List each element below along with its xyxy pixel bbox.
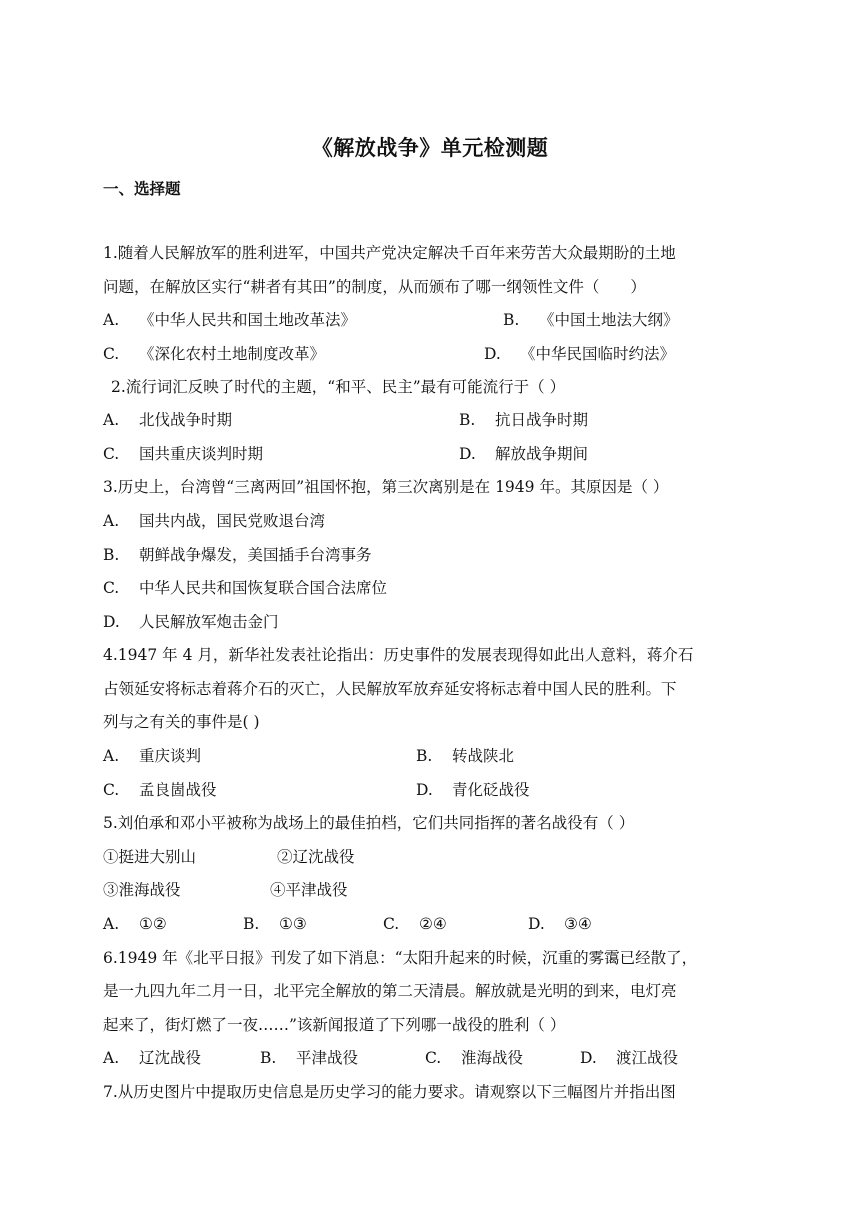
- option-letter: B.: [243, 915, 260, 933]
- option-text: 朝鲜战争爆发，美国插手台湾事务: [139, 546, 372, 564]
- question-5-option-d[interactable]: [528, 914, 592, 934]
- option-text: 辽沈战役: [139, 1049, 202, 1067]
- question-5-item-1: ①挺进大别山: [103, 848, 197, 866]
- option-letter: A.: [103, 915, 120, 933]
- option-letter: D.: [459, 445, 476, 463]
- option-text: 青化砭战役: [452, 781, 530, 799]
- option-letter: A.: [103, 311, 120, 329]
- question-6-option-a[interactable]: [103, 1048, 201, 1068]
- option-text: ①③: [279, 915, 307, 933]
- option-letter: C.: [103, 781, 120, 799]
- question-4-option-b[interactable]: [416, 746, 514, 766]
- option-text: 重庆谈判: [139, 747, 202, 765]
- option-text: 中华人民共和国恢复联合国合法席位: [139, 579, 388, 597]
- option-text: 国共重庆谈判时期: [139, 445, 264, 463]
- question-6-option-b[interactable]: [260, 1048, 358, 1068]
- question-2-option-a[interactable]: [103, 410, 232, 430]
- question-3-option-c[interactable]: [103, 578, 387, 598]
- question-3-option-d[interactable]: [103, 612, 279, 632]
- question-1-line-1: 1.随着人民解放军的胜利进军，中国共产党决定解决千百年来劳苦大众最期盼的土地: [103, 244, 676, 262]
- question-3-option-a[interactable]: [103, 511, 325, 531]
- question-4-option-a[interactable]: [103, 746, 201, 766]
- question-4-option-d[interactable]: [416, 780, 530, 800]
- section-heading: 一、选择题: [103, 180, 181, 198]
- option-text: 《中华民国临时约法》: [520, 345, 676, 363]
- option-letter: C.: [383, 915, 400, 933]
- option-letter: B.: [503, 311, 520, 329]
- question-3-option-b[interactable]: [103, 545, 372, 565]
- question-5-item-3: ③淮海战役: [103, 881, 181, 899]
- question-1-line-2: 问题，在解放区实行“耕者有其田”的制度，从而颁布了哪一纲领性文件（ ）: [103, 278, 646, 296]
- option-text: ①②: [139, 915, 167, 933]
- option-letter: C.: [103, 579, 120, 597]
- option-letter: A.: [103, 512, 120, 530]
- question-5-item-2: ②辽沈战役: [277, 848, 355, 866]
- option-text: 抗日战争时期: [495, 411, 589, 429]
- option-letter: D.: [416, 781, 433, 799]
- question-5-option-c[interactable]: [383, 914, 447, 934]
- question-2-option-c[interactable]: [103, 444, 263, 464]
- question-4-option-c[interactable]: [103, 780, 217, 800]
- question-6-line-2: 是一九四九年二月一日，北平完全解放的第二天清晨。解放就是光明的到来，电灯亮: [103, 982, 677, 1000]
- option-text: 《深化农村土地制度改革》: [139, 345, 326, 363]
- question-2-line-1: 2.流行词汇反映了时代的主题，“和平、民主”最有可能流行于（ ）: [111, 378, 566, 396]
- question-5-option-b[interactable]: [243, 914, 307, 934]
- option-text: 国共内战，国民党败退台湾: [139, 512, 326, 530]
- option-letter: B.: [459, 411, 476, 429]
- question-1-option-a[interactable]: [103, 310, 356, 330]
- question-2-option-b[interactable]: [459, 410, 588, 430]
- option-letter: B.: [260, 1049, 277, 1067]
- option-letter: B.: [103, 546, 120, 564]
- option-letter: D.: [103, 613, 120, 631]
- option-text: 北伐战争时期: [139, 411, 233, 429]
- question-5-line-1: 5.刘伯承和邓小平被称为战场上的最佳拍档，它们共同指挥的著名战役有（ ）: [103, 814, 635, 832]
- option-text: ②④: [419, 915, 447, 933]
- question-5-option-a[interactable]: [103, 914, 167, 934]
- question-1-option-d[interactable]: [484, 344, 675, 364]
- question-6-option-c[interactable]: [425, 1048, 523, 1068]
- question-6-option-d[interactable]: [580, 1048, 678, 1068]
- option-letter: A.: [103, 1049, 120, 1067]
- question-4-line-3: 列与之有关的事件是( ): [103, 713, 260, 731]
- question-4-line-2: 占领延安将标志着蒋介石的灭亡，人民解放军放弃延安将标志着中国人民的胜利。下: [103, 680, 677, 698]
- option-text: 人民解放军炮击金门: [139, 613, 279, 631]
- option-letter: A.: [103, 747, 120, 765]
- option-text: 转战陕北: [452, 747, 515, 765]
- option-letter: A.: [103, 411, 120, 429]
- question-4-line-1: 4.1947 年 4 月，新华社发表社论指出：历史事件的发展表现得如此出人意料，蒋介石: [103, 646, 694, 664]
- option-text: 孟良崮战役: [139, 781, 217, 799]
- question-6-line-1: 6.1949 年《北平日报》刊发了如下消息：“太阳升起来的时候，沉重的雾霭已经散了，: [103, 949, 698, 967]
- question-1-option-b[interactable]: [503, 310, 679, 330]
- option-letter: D.: [484, 345, 501, 363]
- option-text: 《中国土地法大纲》: [539, 311, 679, 329]
- question-6-line-3: 起来了，街灯燃了一夜……”该新闻报道了下列哪一战役的胜利（ ）: [103, 1016, 566, 1034]
- option-letter: D.: [528, 915, 545, 933]
- option-text: ③④: [564, 915, 592, 933]
- question-3-line-1: 3.历史上，台湾曾“三离两回”祖国怀抱，第三次离别是在 1949 年。其原因是（ ）: [103, 478, 669, 496]
- question-2-option-d[interactable]: [459, 444, 588, 464]
- option-text: 平津战役: [296, 1049, 359, 1067]
- question-5-item-4: ④平津战役: [270, 881, 348, 899]
- question-7-line-1: 7.从历史图片中提取历史信息是历史学习的能力要求。请观察以下三幅图片并指出图: [103, 1083, 676, 1101]
- option-letter: C.: [425, 1049, 442, 1067]
- option-letter: C.: [103, 345, 120, 363]
- option-letter: B.: [416, 747, 433, 765]
- option-letter: D.: [580, 1049, 597, 1067]
- option-text: 渡江战役: [616, 1049, 679, 1067]
- option-text: 解放战争期间: [495, 445, 589, 463]
- question-1-option-c[interactable]: [103, 344, 325, 364]
- option-text: 《中华人民共和国土地改革法》: [139, 311, 357, 329]
- option-text: 淮海战役: [461, 1049, 524, 1067]
- page-title: 《解放战争》单元检测题: [311, 136, 549, 160]
- option-letter: C.: [103, 445, 120, 463]
